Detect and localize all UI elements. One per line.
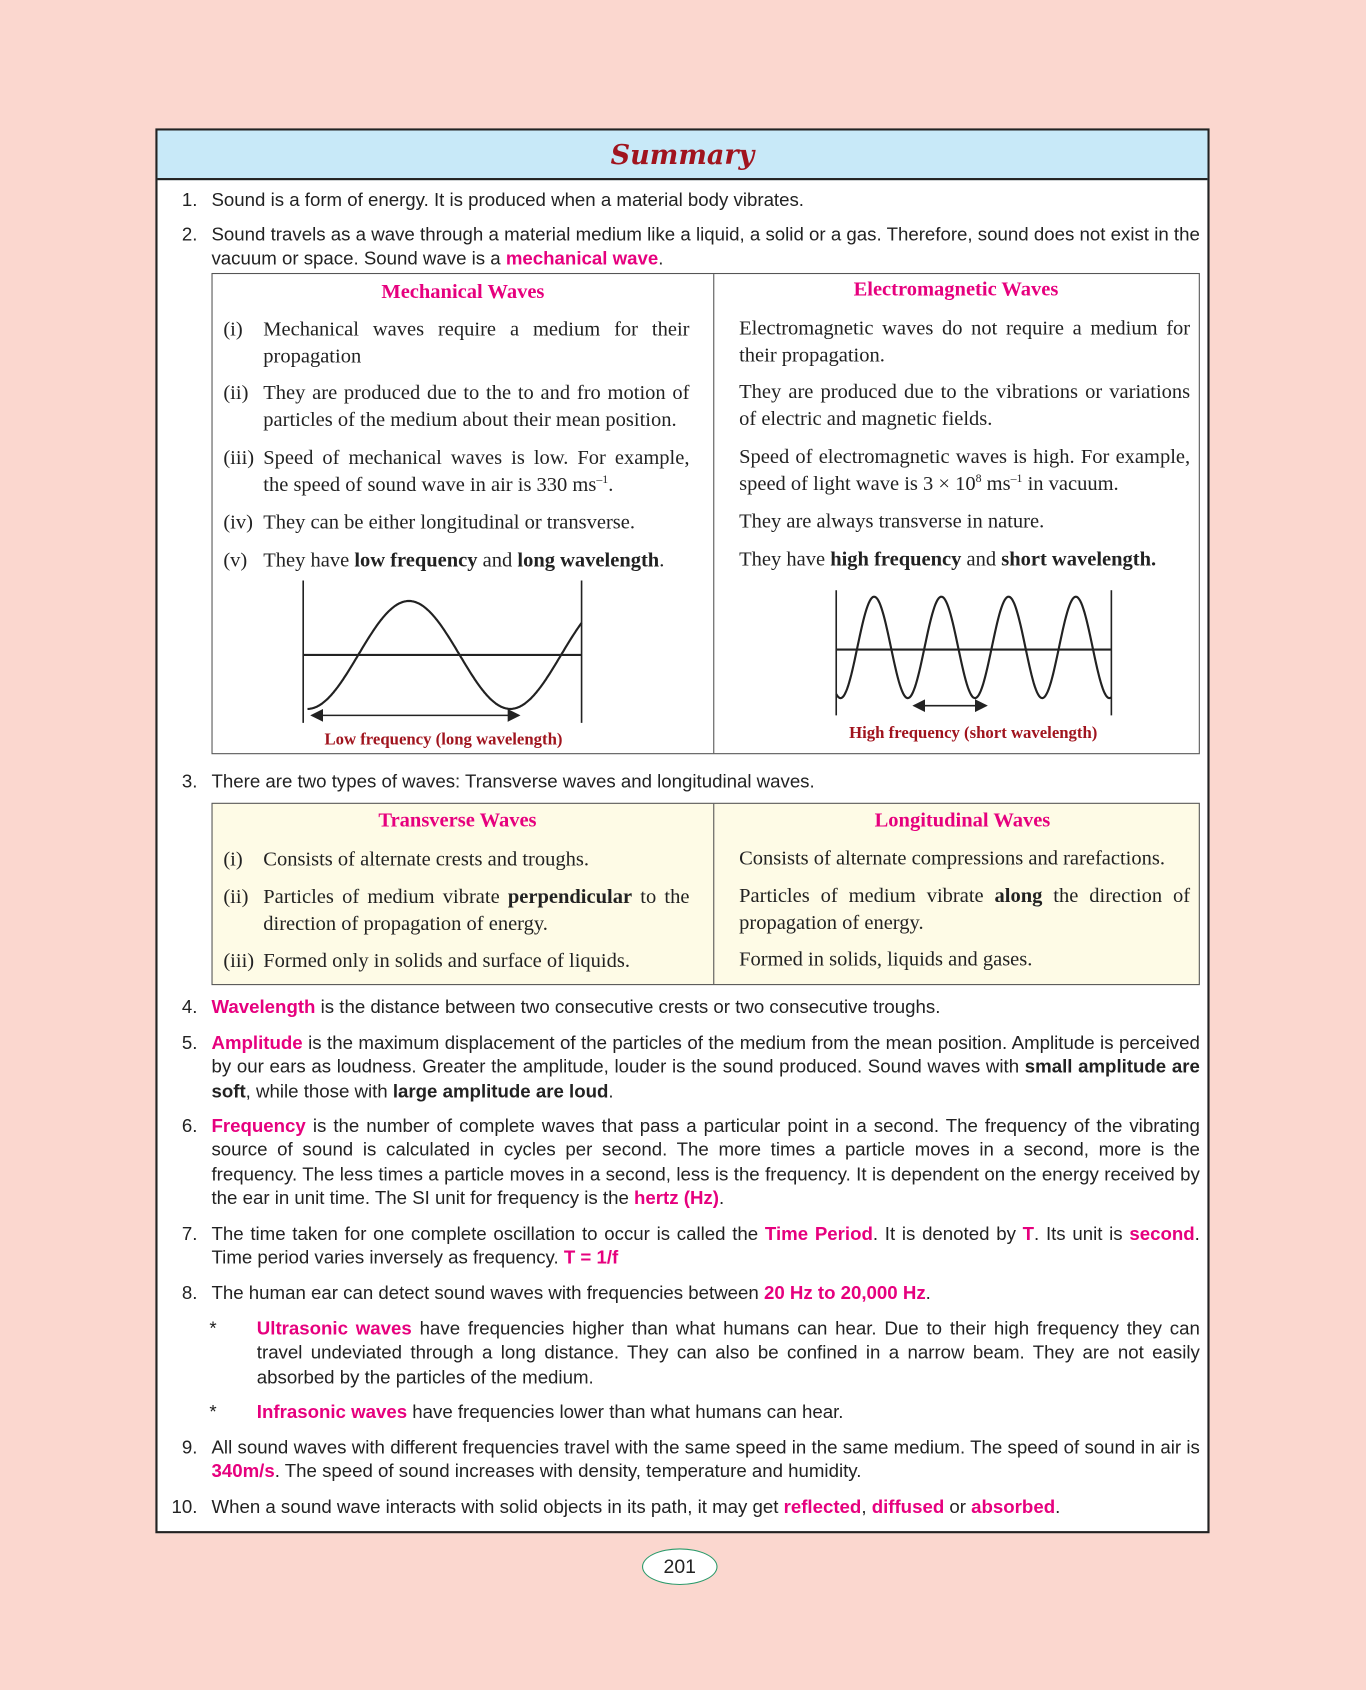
row-numeral: (ii) (223, 381, 249, 405)
text-segment: Particles of medium vibrate (263, 885, 508, 909)
summary-header (158, 131, 1208, 181)
text-segment: have frequencies higher than what humans can hear. Due to their high frequency they can travel undeviated through a long distance. They can also be confined in a narrow beam. They are not easily absorbed by the particles of the medium. (256, 1317, 1200, 1388)
bold-text: small amplitude are soft (211, 1055, 1200, 1102)
summary-title: Summary (610, 139, 755, 171)
text-segment: , (861, 1495, 872, 1518)
right-cell (739, 316, 1190, 369)
text-segment: the direction of propagation of energy. (739, 884, 1191, 934)
text-segment: is the number of complete waves that pass a particular point in a second. The frequency of the vibrating source of sound is calculated in cycles per second. The more times a particle moves in a second, more is the frequency. The less times a particle moves in a second, less is the frequency. It is dependent on the energy received by the ear in unit time. The SI unit for frequency is the (211, 1114, 1200, 1209)
page-number: 201 (642, 1548, 718, 1585)
highlighted-term: Time Period (764, 1222, 873, 1245)
item-text (211, 1114, 1199, 1210)
bold-text: long wavelength (517, 549, 660, 572)
bold-text: large amplitude are loud (392, 1079, 609, 1102)
left-cell-text (263, 847, 689, 873)
item-number: 3. (181, 770, 198, 792)
left-cell-text (263, 381, 689, 434)
item-number: * (209, 1317, 217, 1340)
text-segment: . (718, 1186, 725, 1209)
text-segment: and (477, 549, 518, 572)
highlighted-term: Infrasonic waves (256, 1400, 408, 1423)
left-cell-text (263, 510, 689, 536)
text-segment: . (608, 1079, 614, 1102)
item-text (211, 1494, 1199, 1518)
item-number: 10. (171, 1495, 198, 1518)
highlighted-term: diffused (871, 1495, 945, 1518)
text-segment: They are produced due to the to and fro motion of particles of the medium about their mean position. (263, 381, 690, 432)
item-text (211, 1221, 1199, 1269)
item-text (211, 1030, 1199, 1102)
item-number: 1. (181, 188, 198, 211)
low-frequency-caption: Low frequency (long wavelength) (324, 730, 563, 749)
high-frequency-wave (836, 597, 1111, 698)
row-numeral: (v) (223, 549, 248, 572)
highlighted-term: T = 1/f (563, 1246, 619, 1269)
text-segment: Formed only in solids and surface of liquids. (263, 949, 630, 973)
text-segment: They have (739, 548, 831, 571)
item-text (211, 1281, 1199, 1305)
text-segment: Sound is a form of energy. It is produced when a material body vibrates. (211, 188, 805, 211)
text-segment: 8 (975, 471, 982, 485)
text-segment: They are always transverse in nature. (739, 510, 1045, 534)
heading-electromagnetic-waves: Electromagnetic Waves (853, 278, 1059, 302)
text-segment: Formed in solids, liquids and gases. (739, 948, 1033, 972)
highlighted-term: 20 Hz to 20,000 Hz (763, 1281, 926, 1304)
text-segment: ms (981, 472, 1011, 495)
transverse-vs-longitudinal-table (211, 803, 1199, 985)
row-numeral: (i) (223, 848, 243, 871)
heading-longitudinal-waves: Longitudinal Waves (874, 809, 1051, 832)
text-segment: Sound travels as a wave through a material medium like a liquid, a solid or a gas. Therefore, sound does not exist in the vacuum or space. Sound wave is a (211, 223, 1200, 269)
text-segment: to the direction of propagation of energy. (263, 885, 690, 935)
text-segment: . It is denoted by (872, 1222, 1023, 1245)
row-numeral: (iv) (223, 511, 253, 535)
high-frequency-wave-diagram (836, 590, 1111, 715)
text-segment: . (659, 549, 665, 572)
right-cell (739, 547, 1190, 573)
right-cell (739, 509, 1190, 535)
text-segment: . The speed of sound increases with density, temperature and humidity. (274, 1460, 862, 1482)
left-cell-text (263, 317, 689, 370)
item-number: 7. (181, 1222, 198, 1245)
highlighted-term: absorbed (971, 1495, 1056, 1518)
item-number: 5. (181, 1031, 198, 1054)
text-segment: Mechanical waves require a medium for their propagation (263, 318, 690, 368)
highlighted-term: Ultrasonic waves (256, 1317, 412, 1340)
item-number: 6. (181, 1114, 198, 1137)
highlighted-term: Wavelength (211, 995, 316, 1018)
text-segment: –1 (596, 472, 609, 486)
right-cell (739, 380, 1190, 433)
text-segment: –1 (1010, 471, 1023, 485)
left-cell-text (263, 548, 689, 574)
text-segment: The human ear can detect sound waves with frequencies between (211, 1281, 764, 1304)
text-segment: Particles of medium vibrate (739, 884, 995, 908)
row-numeral: (iii) (223, 949, 255, 973)
highlighted-term: second (1129, 1222, 1195, 1245)
right-cell (739, 884, 1190, 937)
text-segment: . Its unit is (1034, 1222, 1130, 1245)
bold-text: high frequency (830, 548, 962, 571)
item-text (257, 1316, 1200, 1388)
item-text (211, 222, 1199, 270)
text-segment: Consists of alternate compressions and rarefactions. (739, 847, 1165, 870)
summary-box (155, 128, 1209, 1533)
row-numeral: (i) (223, 318, 243, 341)
highlighted-term: Frequency (211, 1114, 306, 1137)
text-segment: is the maximum displacement of the particles of the medium from the mean position. Amplitude is perceived by our ears as loudness. Greater the amplitude, louder is the sound produced. Sound waves with (211, 1031, 1200, 1078)
text-segment: The time taken for one complete oscillation to occur is called the (211, 1222, 765, 1245)
text-segment: Electromagnetic waves do not require a medium for their propagation. (739, 317, 1191, 367)
text-segment: They can be either longitudinal or transverse. (263, 511, 636, 535)
highlighted-term: reflected (783, 1495, 862, 1518)
highlighted-term: Amplitude (211, 1031, 303, 1054)
item-number: 9. (181, 1436, 198, 1458)
item-text (257, 1399, 1200, 1423)
left-cell-text (263, 885, 689, 938)
highlighted-term: T (1022, 1222, 1035, 1245)
text-segment: They have (263, 549, 355, 572)
mechanical-vs-electromagnetic-table (211, 273, 1199, 754)
low-frequency-wave-diagram (303, 581, 581, 723)
right-cell (739, 445, 1190, 498)
item-number: 4. (181, 995, 198, 1018)
text-segment: . (1055, 1495, 1061, 1518)
right-cell (739, 846, 1190, 872)
text-segment: is the distance between two consecutive crests or two consecutive troughs. (315, 995, 941, 1018)
bold-text: perpendicular (507, 885, 633, 909)
highlighted-term: 340m/s (211, 1460, 275, 1482)
text-segment: Speed of electromagnetic waves is high. For example, speed of light wave is 3 × 10 (739, 445, 1191, 495)
left-cell-text (263, 948, 689, 974)
bold-text: along (994, 884, 1043, 908)
text-segment: or (944, 1495, 972, 1518)
right-cell (739, 947, 1190, 973)
row-numeral: (ii) (223, 885, 249, 909)
text-segment: . (925, 1281, 931, 1304)
item-number: 8. (181, 1281, 198, 1304)
text-segment: Consists of alternate crests and troughs. (263, 848, 589, 871)
item-text (211, 188, 1199, 212)
text-segment: , while those with (245, 1079, 393, 1102)
bold-text: short wavelength. (1001, 548, 1157, 571)
item-text (211, 995, 1199, 1019)
item-text (211, 1435, 1199, 1483)
text-segment: Speed of mechanical waves is low. For example, the speed of sound wave in air is 330 ms (263, 446, 690, 496)
text-segment: in vacuum. (1022, 472, 1119, 495)
text-segment: have frequencies lower than what humans can hear. (407, 1400, 844, 1423)
item-number: 2. (181, 223, 198, 245)
high-frequency-caption: High frequency (short wavelength) (849, 724, 1098, 743)
bold-text: low frequency (354, 549, 478, 572)
text-segment: All sound waves with different frequencies travel with the same speed in the same medium. The speed of sound in air is (211, 1436, 1200, 1458)
row-numeral: (iii) (223, 446, 255, 470)
text-segment: . Time period varies inversely as frequency. (211, 1222, 1200, 1269)
highlighted-term: mechanical wave (505, 247, 659, 269)
item-number: * (209, 1400, 217, 1423)
heading-transverse-waves: Transverse Waves (378, 809, 537, 832)
item-text (211, 769, 1199, 793)
left-cell-text (263, 446, 689, 499)
highlighted-term: hertz (Hz) (634, 1186, 719, 1209)
heading-mechanical-waves: Mechanical Waves (381, 280, 545, 304)
text-segment: There are two types of waves: Transverse waves and longitudinal waves. (211, 770, 815, 792)
text-segment: When a sound wave interacts with solid objects in its path, it may get (211, 1495, 784, 1518)
text-segment: and (961, 548, 1002, 571)
text-segment: . (658, 247, 664, 269)
text-segment: They are produced due to the vibrations or variations of electric and magnetic fields. (739, 380, 1191, 430)
text-segment: . (608, 473, 614, 496)
